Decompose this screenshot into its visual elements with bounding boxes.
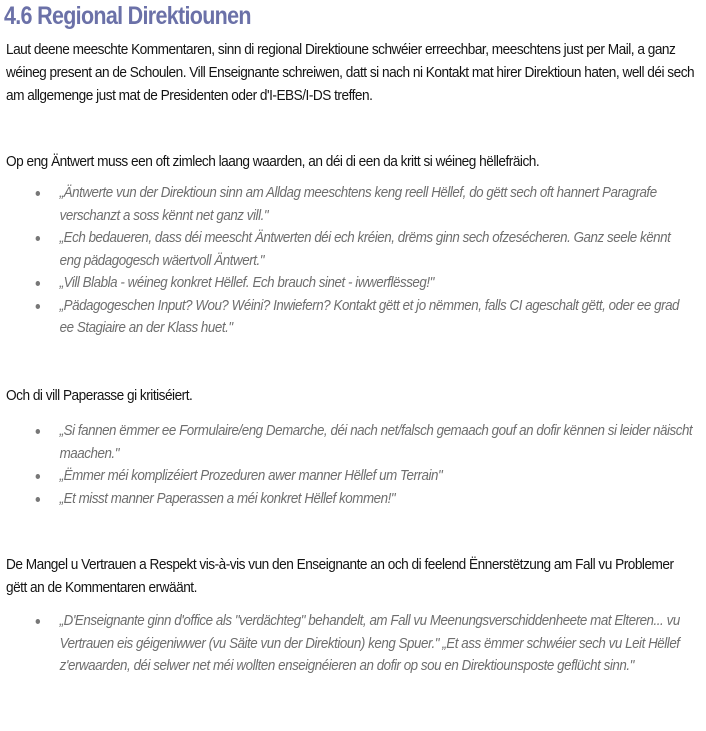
section-heading: 4.6 Regional Direktiounen bbox=[4, 2, 251, 30]
quote-item: „Pädagogeschen Input? Wou? Wéini? Inwiefern? Kontakt gëtt et jo nëmmen, falls CI ageschalt gëtt, oder ee grad ee Stagiaire an der Klass huet." bbox=[0, 295, 694, 340]
block-3-lead: De Mangel u Vertrauen a Respekt vis-à-vis vun den Enseignante an och di feelend Ënnerstëtzung am Fall vu Problemer gëtt an de Kommentaren erwäänt. bbox=[6, 556, 674, 596]
quote-item: „Et misst manner Paperassen a méi konkret Hëllef kommen!" bbox=[0, 488, 694, 511]
bullet-icon bbox=[36, 429, 40, 434]
quote-item: „Si fannen ëmmer ee Formulaire/eng Demarche, déi nach net/falsch gemaach gouf an dofir kënnen si leider näischt maachen." bbox=[0, 420, 694, 465]
intro-paragraph: Laut deene meeschte Kommentaren, sinn di regional Direktioune schwéier erreechbar, meeschtens just per Mail, a ganz wéineg present an de Schoulen. Vill Enseignante schreiwen, datt si nach ni Kontakt mat hirer Direktioun haten, well déi sech am allgemenge just mat de Presidenten oder d'I-EBS/I-DS treffen. bbox=[6, 41, 695, 104]
quote-item: „Ëmmer méi komplizéiert Prozeduren awer manner Hëllef um Terrain" bbox=[0, 465, 694, 488]
bullet-icon bbox=[36, 619, 40, 624]
bullet-icon bbox=[36, 191, 40, 196]
bullet-icon bbox=[36, 304, 40, 309]
quote-item: „Vill Blabla - wéineg konkret Hëllef. Ech brauch sinet - iwwerflësseg!" bbox=[0, 272, 694, 295]
bullet-icon bbox=[36, 497, 40, 502]
bullet-icon bbox=[36, 236, 40, 241]
quote-item: „Äntwerte vun der Direktioun sinn am Alldag meeschtens keng reell Hëllef, do gëtt sech oft hannert Paragrafe verschanzt a soss kënnt net ganz vill." bbox=[0, 182, 694, 227]
block-1-quote-list bbox=[0, 182, 694, 340]
block-1-lead: Op eng Äntwert muss een oft zimlech laang waarden, an déi di een da kritt si wéineg hëllefräich. bbox=[6, 153, 540, 170]
block-2-lead: Och di vill Paperasse gi kritiséiert. bbox=[6, 387, 193, 404]
quote-item: „D'Enseignante ginn d'office als "verdächteg" behandelt, am Fall vu Meenungsverschiddenheete mat Elteren... vu Vertrauen eis géigeniwwer (vu Säite vun der Direktioun) keng Spuer." „Et ass ëmmer schwéier sech vu Leit Hëllef z'erwaarden, déi selwer net méi wollten enseignéieren an dofir op sou en Direktiounsposte geflücht sinn." bbox=[0, 610, 694, 678]
block-2-quote-list bbox=[0, 420, 694, 510]
quote-item: „Ech bedaueren, dass déi meescht Äntwerten déi ech kréien, drëms ginn sech ofzesécheren. Ganz seele kënnt eng pädagogesch wäertvoll Äntwert." bbox=[0, 227, 694, 272]
bullet-icon bbox=[36, 474, 40, 479]
bullet-icon bbox=[36, 281, 40, 286]
block-3-quote-list bbox=[0, 610, 694, 678]
